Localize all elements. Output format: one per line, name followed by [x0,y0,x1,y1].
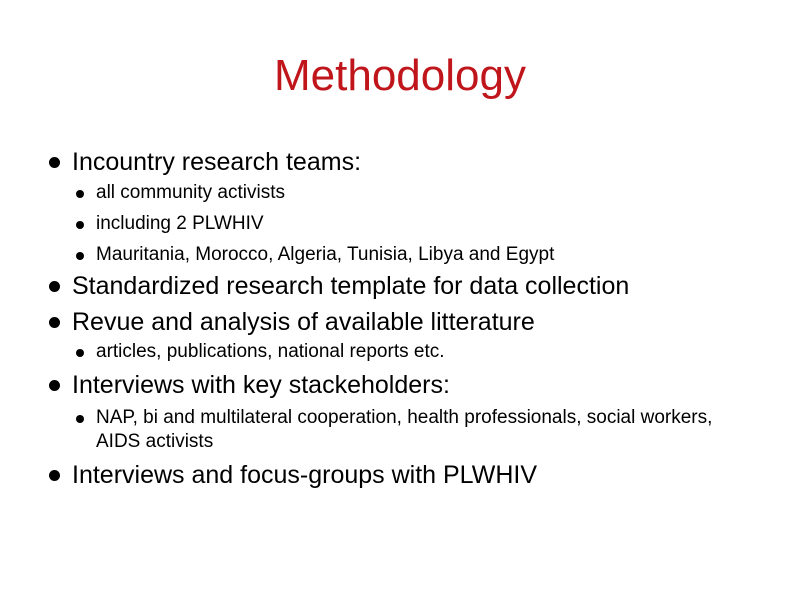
bullet-text: Incountry research teams: [72,148,362,176]
sub-bullet-text: including 2 PLWHIV [96,213,264,234]
bullet-text: Interviews with key stackeholders: [72,371,450,399]
bullet-item [46,305,746,339]
slide-title: Methodology [274,51,526,100]
bullet-text: Interviews and focus-groups with PLWHIV [72,461,538,489]
bullet-dot-icon [76,349,84,357]
bullet-item [46,269,746,303]
sub-bullet-item [46,181,746,205]
bullet-dot-icon [49,281,60,292]
bullet-dot-icon [76,252,84,260]
bullet-dot-icon [76,221,84,229]
sub-bullet-text: NAP, bi and multilateral cooperation, health professionals, social workers, AIDS activists [96,407,713,452]
bullet-dot-icon [49,317,60,328]
bullet-text: Revue and analysis of available litterature [72,308,535,336]
sub-bullet-item [46,406,736,454]
bullet-text: Standardized research template for data collection [72,272,630,300]
sub-bullet-text: Mauritania, Morocco, Algeria, Tunisia, Libya and Egypt [96,244,555,265]
bullet-item [46,368,746,402]
sub-bullet-text: all community activists [96,182,285,203]
bullet-list [46,145,746,492]
sub-bullet-item [46,212,746,236]
sub-bullet-item [46,340,746,364]
bullet-dot-icon [76,190,84,198]
bullet-item [46,145,746,179]
bullet-dot-icon [76,415,84,423]
bullet-dot-icon [49,157,60,168]
bullet-item [46,458,746,492]
sub-bullet-item [46,243,746,267]
bullet-dot-icon [49,380,60,391]
bullet-dot-icon [49,470,60,481]
sub-bullet-text: articles, publications, national reports etc. [96,341,445,362]
